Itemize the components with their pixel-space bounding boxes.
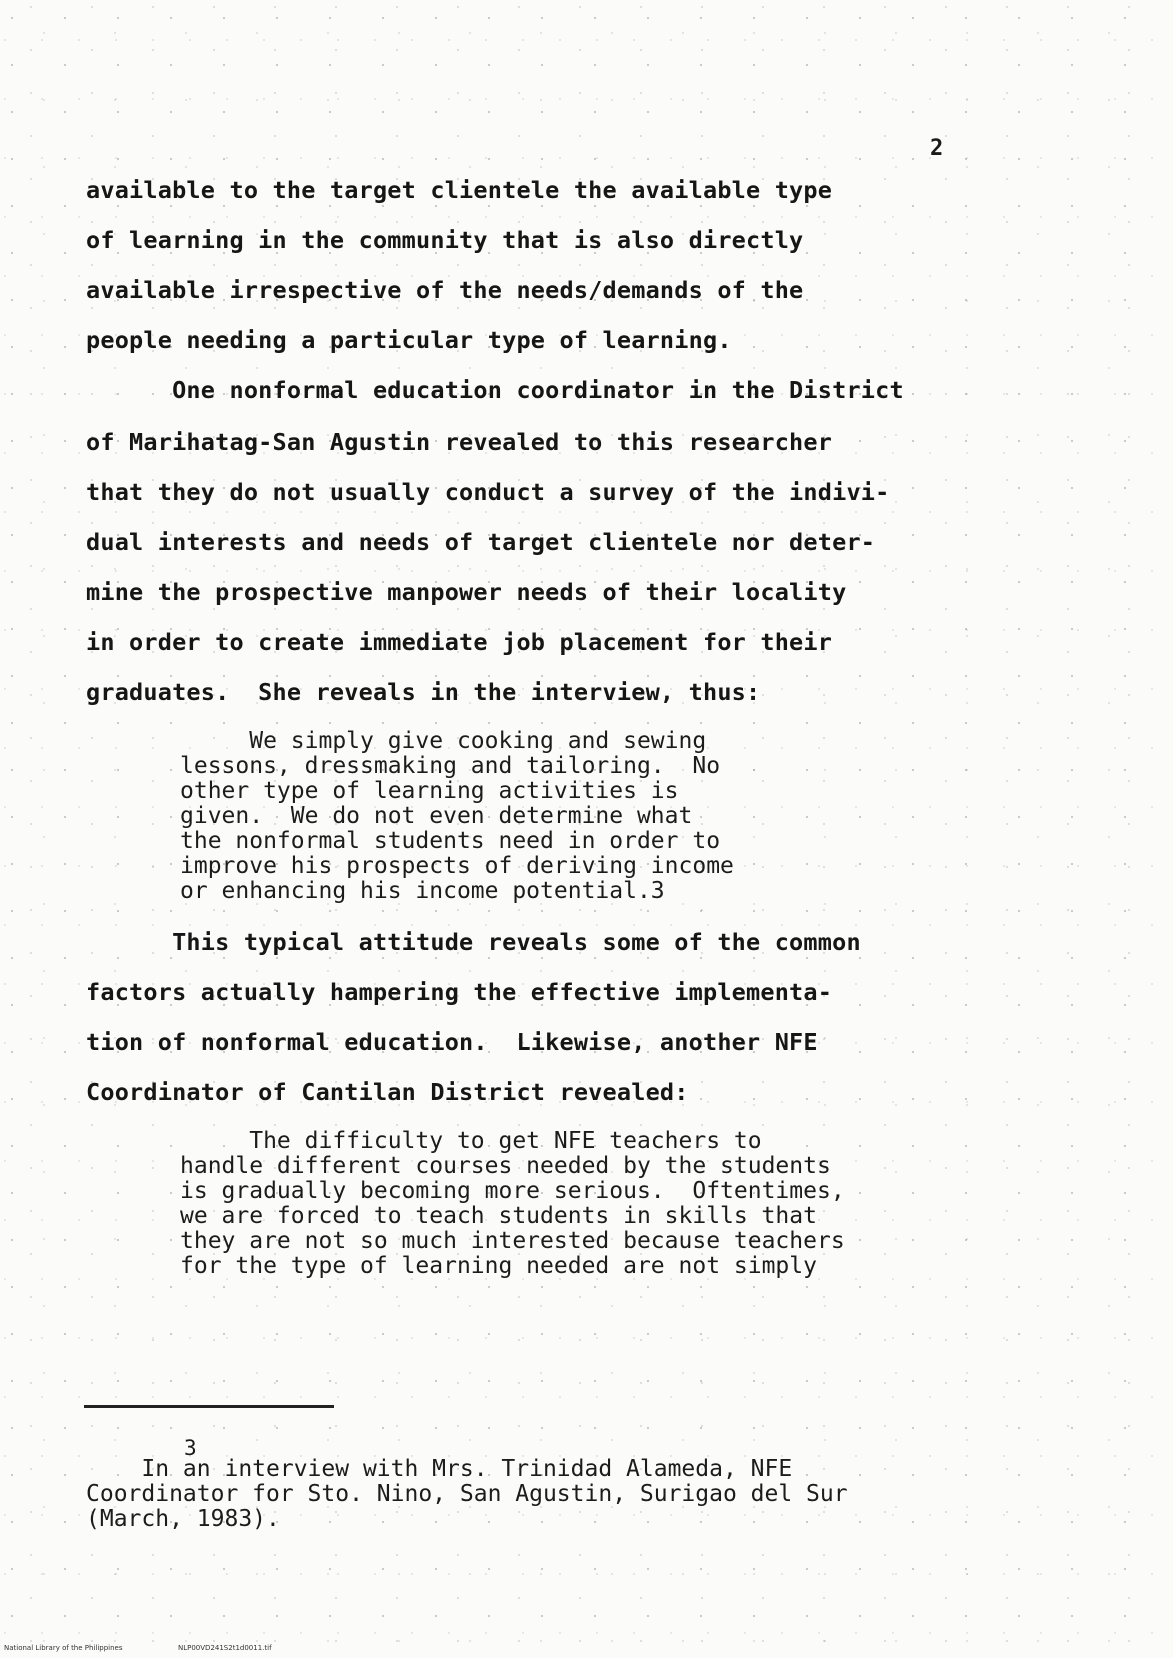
body-line: in order to create immediate job placement for their: [86, 628, 833, 656]
quote-line: handle different courses needed by the students: [180, 1153, 831, 1179]
body-line: tion of nonformal education. Likewise, another NFE: [86, 1028, 818, 1056]
quote-line: The difficulty to get NFE teachers to: [180, 1128, 762, 1154]
body-line: One nonformal education coordinator in the District: [86, 376, 904, 404]
quote-line: other type of learning activities is: [180, 778, 679, 804]
quote-line: given. We do not even determine what: [180, 803, 693, 829]
footnote-line: In an interview with Mrs. Trinidad Alameda, NFE: [86, 1456, 793, 1482]
quote-line: is gradually becoming more serious. Oftentimes,: [180, 1178, 845, 1204]
body-line: graduates. She reveals in the interview, thus:: [86, 678, 761, 706]
body-line: This typical attitude reveals some of the common: [86, 928, 861, 956]
quote-line: improve his prospects of deriving income: [180, 853, 734, 879]
quote-line: lessons, dressmaking and tailoring. No: [180, 753, 721, 779]
footnote-rule: [84, 1405, 334, 1408]
footnote-line: Coordinator for Sto. Nino, San Agustin, Surigao del Sur: [86, 1481, 848, 1507]
body-line: mine the prospective manpower needs of their locality: [86, 578, 847, 606]
body-line: available to the target clientele the available type: [86, 176, 833, 204]
quote-line: for the type of learning needed are not simply: [180, 1253, 817, 1279]
quote-line: or enhancing his income potential.3: [180, 878, 665, 904]
quote-line: we are forced to teach students in skills that: [180, 1203, 817, 1229]
quote-line: they are not so much interested because teachers: [180, 1228, 845, 1254]
footnote-marker: 3: [184, 1436, 197, 1460]
page-number: 2: [930, 136, 944, 161]
body-line: dual interests and needs of target clientele nor deter-: [86, 528, 876, 556]
body-line: factors actually hampering the effective implementa-: [86, 978, 833, 1006]
body-line: available irrespective of the needs/demands of the: [86, 276, 804, 304]
footnote-line: (March, 1983).: [86, 1506, 280, 1532]
body-line: of learning in the community that is also directly: [86, 226, 804, 254]
body-line: that they do not usually conduct a survey of the indivi-: [86, 478, 890, 506]
scan-library-label: National Library of the Philippines: [4, 1644, 123, 1652]
body-line: people needing a particular type of learning.: [86, 326, 732, 354]
body-line: Coordinator of Cantilan District revealed:: [86, 1078, 689, 1106]
quote-line: We simply give cooking and sewing: [180, 728, 707, 754]
body-line: of Marihatag-San Agustin revealed to this researcher: [86, 428, 833, 456]
quote-line: the nonformal students need in order to: [180, 828, 721, 854]
scan-file-id: NLP00VD241S2t1d0011.tif: [178, 1644, 272, 1652]
